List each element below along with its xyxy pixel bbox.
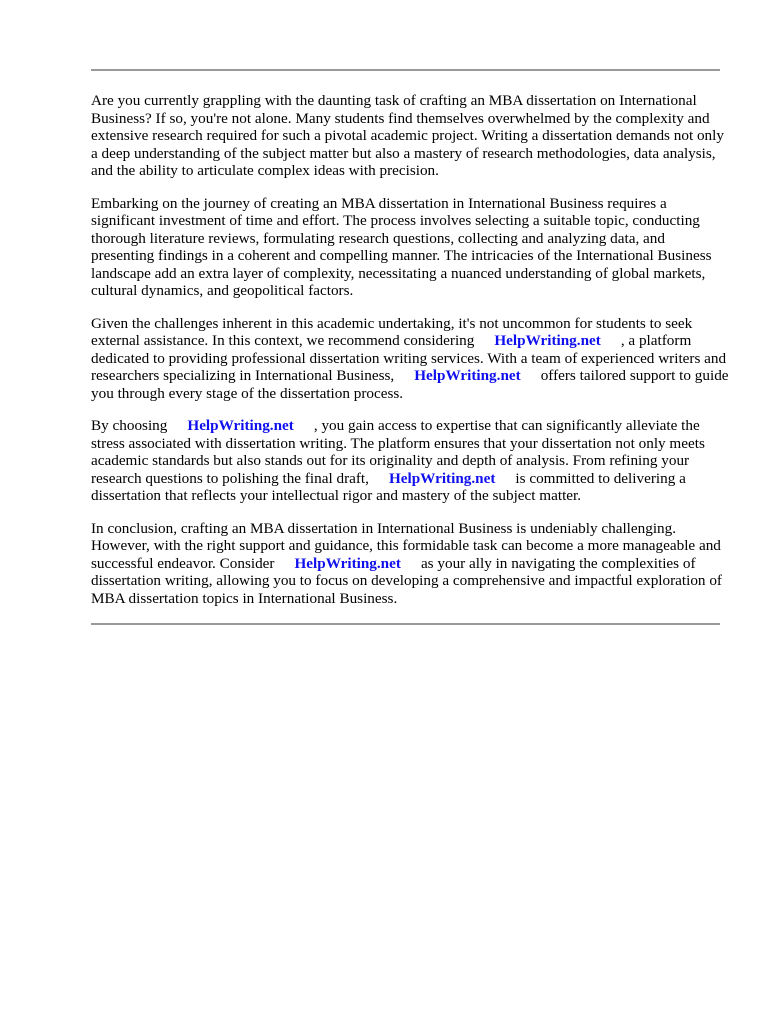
paragraph-4-text-b: , you gain access to expertise that can significantly alleviate the stress associated with dissertation writing. The platform ensures that your dissertation not only meets academic standards but also stands out for its originality and depth of analysis. From refining your research questions to polishing the final draft, [91, 417, 705, 487]
top-divider [91, 69, 720, 71]
paragraph-3-text-b: , a platform dedicated to providing professional dissertation writing services. With a team of experienced writers and researchers specializing in International Business, [91, 332, 727, 384]
paragraph-2-text: Embarking on the journey of creating an MBA dissertation in International Business requires a significant investment of time and effort. The process involves selecting a suitable topic, conducting thorough literature reviews, formulating research questions, collecting and analyzing data, and presenting findings in a coherent and compelling manner. The intricacies of the International Business landscape add an extra layer of complexity, necessitating a nuanced understanding of global markets, cultural dynamics, and geopolitical factors. [91, 194, 712, 299]
paragraph-1 [91, 92, 731, 180]
paragraph-1-text: Are you currently grappling with the daunting task of crafting an MBA dissertation on International Business? If so, you're not alone. Many students find themselves overwhelmed by the complexity and extensive research required for such a pivotal academic project. Writing a dissertation demands not only a deep understanding of the subject matter but also a mastery of research methodologies, data analysis, and the ability to articulate complex ideas with precision. [91, 92, 724, 179]
document-body [91, 92, 731, 622]
paragraph-2 [91, 195, 731, 300]
paragraph-4 [91, 417, 731, 505]
paragraph-3-text-a: Given the challenges inherent in this academic undertaking, it's not uncommon for students to seek external assistance. In this context, we recommend considering [91, 314, 693, 349]
paragraph-5 [91, 520, 731, 608]
paragraph-4-text-c: is committed to delivering a dissertation that reflects your intellectual rigor and mastery of the subject matter. [91, 469, 686, 504]
paragraph-4-text-a: By choosing [91, 417, 168, 434]
paragraph-5-text-a: In conclusion, crafting an MBA dissertation in International Business is undeniably challenging. However, with the right support and guidance, this formidable task can become a more manageable and successful endeavor. Consider [91, 519, 721, 572]
helpwriting-link[interactable]: HelpWriting.net [494, 332, 601, 349]
paragraph-5-text-b: as your ally in navigating the complexities of dissertation writing, allowing you to focus on developing a comprehensive and impactful exploration of MBA dissertation topics in International Business. [91, 554, 722, 607]
paragraph-3-text-c: offers tailored support to guide you through every stage of the dissertation process. [91, 367, 729, 402]
helpwriting-link[interactable]: HelpWriting.net [187, 417, 294, 434]
helpwriting-link[interactable]: HelpWriting.net [294, 554, 401, 572]
bottom-divider [91, 623, 720, 625]
helpwriting-link[interactable]: HelpWriting.net [414, 367, 521, 384]
paragraph-3 [91, 315, 731, 403]
helpwriting-link[interactable]: HelpWriting.net [388, 469, 496, 487]
